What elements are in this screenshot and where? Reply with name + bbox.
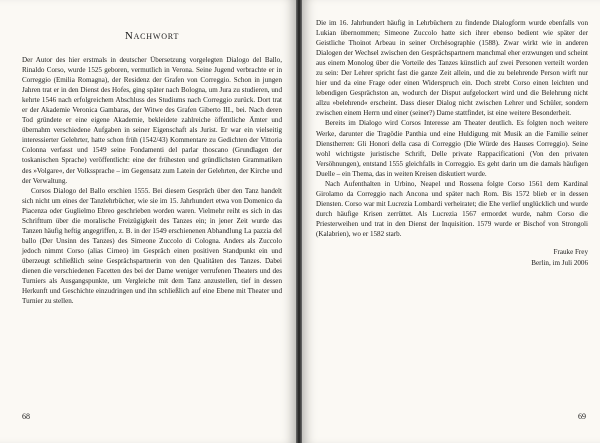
right-page: [302, 0, 600, 443]
paragraph: Nach Aufenthalten in Urbino, Neapel und Rossena folgte Corso 1561 dem Kardinal Girolamo da Correggio nach Ancona und später nach Rom. Bis 1572 blieb er in dessen Diensten. Corso war mit Lucrezia Lombardi verheiratet; die Ehe verlief unglücklich und wurde durch häufige Krisen zerrüttet. Als Lucrezia 1567 ermordet wurde, nahm Corso die Priesterweihen und trat in den Dienst der Inquisition. 1579 wurde er Bischof von Strongoli (Kalabrien), wo er 1582 starb.: [316, 179, 588, 238]
paragraph: Die im 16. Jahrhundert häufig in Lehrbüchern zu findende Dialogform wurde ebenfalls von Lukian übernommen; Simeone Zuccolo hatte sich ihrer ebenso bedient wie später der Geistliche Thoinot Arbeau in seiner Orchésographie (1588). Zwar wirkt wie in anderen Dialogen der Wechsel zwischen den Gesprächspartnern manchmal eher erzwungen und scheint aus einem Monolog über die Vorteile des Tanzes künstlich auf zwei Personen verteilt worden zu sein: Der Lehrer spricht fast die ganze Zeit allein, und die zu belehrende Person wirft nur hier und da eine Frage oder einen Widerspruch ein. Doch strebt Corso einen leichten und lebendigen Gesprächston an, wodurch der Disput aufgelockert wird und die Belehrung nicht allzu »belehrend« erscheint. Dass dieser Dialog nicht zwischen Lehrer und Schüler, sondern zwischen einem Herrn und einer (seiner?) Dame stattfindet, ist eine weitere Besonderheit.: [316, 19, 588, 118]
left-page: [0, 0, 296, 443]
paragraph: Der Autor des hier erstmals in deutscher Übersetzung vorgelegten Dialogo del Ballo, Rinaldo Corso, wurde 1525 geboren, vermutlich in Verona. Seine Jugend verbrachte er in Correggio (Emilia Romagna), der Residenz der Grafen von Correggio. Schon in jungen Jahren trat er in den Dienst des Hofes, ging später nach Bologna, um Jura zu studieren, und kehrte 1546 nach erfolgreichem Abschluss des Studiums nach Correggio zurück. Dort trat er der Akademie Veronica Gambaras, der Witwe des Grafen Giberto III., bei. Nach deren Tod gründete er eine eigene Akademie, bekleidete zahlreiche öffentliche Ämter und übernahm verschiedene Aufgaben in seiner Eigenschaft als Jurist. Er war ein vielseitig interessierter Gelehrter, hatte schon früh (1542/43) Kommentare zu Gedichten der Vittoria Colonna verfasst und 1549 seine Fondamenti del parlar thoscano (Grundlagen der toskanischen Sprache) veröffentlicht: eine der frühesten und gründlichsten Grammatiken des »Volgare«, der Volkssprache – im Gegensatz zum Latein der Gelehrten, der Kirche und der Verwaltung.: [22, 56, 282, 185]
signature-place-date: Berlin, im Juli 2006: [531, 258, 588, 267]
page-number: 68: [22, 412, 30, 421]
paragraph: Bereits im Dialogo wird Corsos Interesse am Theater deutlich. Es folgten noch weitere Werke, darunter die Tragödie Panthia und eine Huldigung mit Musik an die Familie seiner Dienstherren: Gli Honori della casa di Correggio (Die Würde des Hauses Correggio). Seine wohl wichtigste juristische Schrift, Delle private Rappacificationi (Von den privaten Versöhnungen), entstand 1555 gleichfalls in Correggio. Es geht darin um die damals häufigen Duelle – ein Thema, das in weiten Kreisen diskutiert wurde.: [316, 119, 588, 178]
page-number: 69: [578, 412, 586, 421]
paragraph: Corsos Dialogo del Ballo erschien 1555. Bei diesem Gespräch über den Tanz handelt sich nicht um eines der Tanzlehrbücher, wie sie im 15. Jahrhundert etwa von Domenico da Piacenza oder Guglielmo Ebreo geschrieben worden waren. Vielmehr reiht es sich in das Schrifttum über die moralische Freizügigkeit des Tanzes ein; in jener Zeit wurde das Tanzen häufig heftig angegriffen, z. B. in der 1549 erschienenen Abhandlung La pazzia del ballo (Der Unsinn des Tanzes) des Simeone Zuccolo di Cologna. Anders als Zuccolo jedoch nimmt Corso (alias Cirneo) im Gespräch einen positiven Standpunkt ein und überzeugt schließlich seine Gesprächspartnerin von den Qualitäten des Tanzes. Dabei dienen die verschiedenen Facetten des bei der Dame weniger verrufenen Theaters und des Turniers als Ausgangspunkte, um Vergleiche mit dem Tanz anzustellen, tief in dessen Herkunft und Geschichte einzudringen und ihn schließlich auf eine Ebene mit Theater und Turnier zu stellen.: [22, 186, 282, 306]
page-title: Nachwort: [124, 30, 180, 42]
signature: [316, 247, 588, 268]
signature-name: Frauke Frey: [553, 248, 588, 257]
